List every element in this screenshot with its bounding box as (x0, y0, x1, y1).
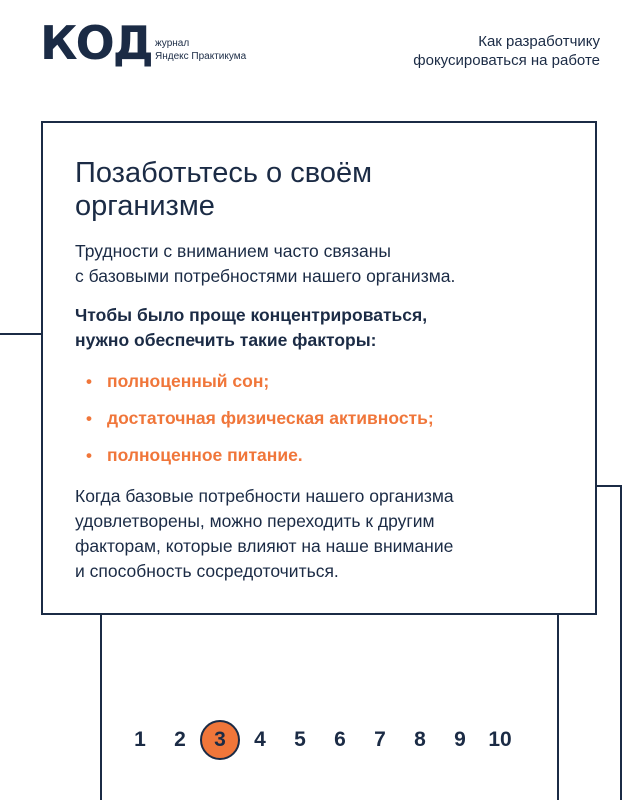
paragraph-line: Чтобы было проще концентрироваться, (75, 305, 428, 325)
logo-subtitle-line: Яндекс Практикума (155, 51, 247, 62)
paragraph-line: и способность сосредоточиться. (75, 561, 339, 581)
paragraph-line: Трудности с вниманием часто связаны (75, 241, 391, 261)
bullet-icon: • (86, 409, 92, 428)
page-10[interactable]: 10 (488, 728, 512, 751)
paragraph-line: Когда базовые потребности нашего организма (75, 486, 454, 506)
intro-paragraph (75, 239, 575, 289)
factors-list (75, 363, 575, 474)
content-card (41, 121, 597, 615)
logo-subtitle-line: журнал (155, 38, 190, 49)
outro-paragraph (75, 484, 575, 584)
page-6[interactable]: 6 (334, 728, 346, 751)
page-7[interactable]: 7 (374, 728, 386, 751)
header (0, 0, 640, 110)
paragraph-line: нужно обеспечить такие факторы: (75, 330, 377, 350)
logo-mark: КОД (40, 16, 152, 70)
decor-line-left-horizontal (0, 333, 41, 335)
page-9[interactable]: 9 (454, 728, 466, 751)
card-title-line: Позаботьтесь о своём (75, 157, 373, 189)
logo-subtitle (155, 37, 246, 63)
page-1[interactable]: 1 (134, 728, 146, 751)
list-item-text: полноценное питание. (107, 445, 303, 465)
paragraph-line: удовлетворены, можно переходить к другим (75, 511, 435, 531)
page-8[interactable]: 8 (414, 728, 426, 751)
card-title-line: организме (75, 190, 215, 222)
lead-paragraph (75, 303, 575, 353)
page-current[interactable]: 3 (200, 720, 240, 760)
page-2[interactable]: 2 (174, 728, 186, 751)
decor-line-bottom-right (557, 615, 559, 800)
decor-line-right-horizontal (597, 485, 622, 487)
decor-line-right-vertical (620, 485, 622, 800)
paragraph-line: с базовыми потребностями нашего организма. (75, 266, 456, 286)
list-item-text: полноценный сон; (107, 371, 270, 391)
decor-line-bottom-left (100, 615, 102, 800)
list-item (75, 363, 575, 400)
series-title (413, 32, 600, 70)
paragraph-line: факторам, которые влияют на наше внимание (75, 536, 454, 556)
card-title (75, 157, 575, 223)
pagination (120, 720, 520, 760)
series-title-line: Как разработчику (478, 33, 600, 50)
bullet-icon: • (86, 446, 92, 465)
bullet-icon: • (86, 372, 92, 391)
list-item (75, 437, 575, 474)
card-body (75, 157, 575, 584)
kod-logo[interactable] (40, 16, 260, 70)
page-5[interactable]: 5 (294, 728, 306, 751)
list-item (75, 400, 575, 437)
series-title-line: фокусироваться на работе (413, 52, 600, 69)
list-item-text: достаточная физическая активность; (107, 408, 434, 428)
page-4[interactable]: 4 (254, 728, 266, 751)
